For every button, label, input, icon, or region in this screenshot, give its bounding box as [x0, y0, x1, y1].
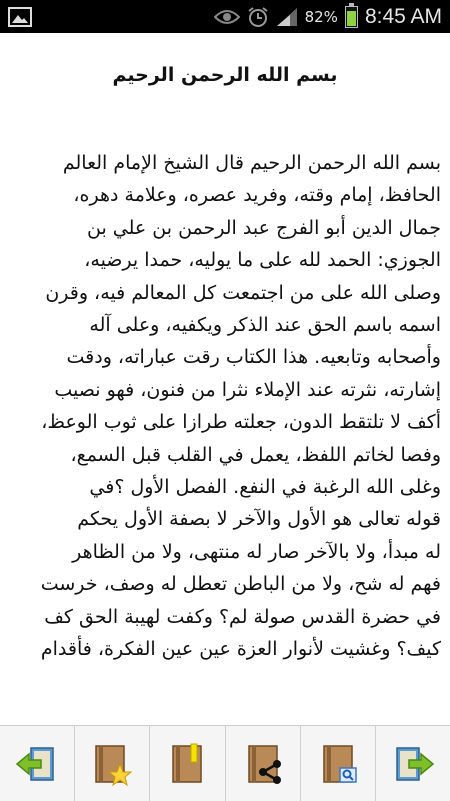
signal-icon — [276, 7, 298, 27]
status-bar-right — [214, 5, 450, 29]
gallery-icon — [8, 7, 32, 27]
eye-icon — [214, 9, 240, 25]
search-button[interactable] — [301, 726, 376, 801]
text-line: إشارته، نثرته عند الإملاء نثرا من فنون، فهو نصيب — [54, 378, 441, 401]
previous-page-button[interactable] — [0, 726, 75, 801]
favorite-button[interactable] — [75, 726, 150, 801]
book-text — [0, 147, 450, 666]
search-book-icon — [316, 742, 360, 786]
text-line: وأصحابه وتابعيه. هذا الكتاب رقت عباراته، ودقت — [66, 346, 441, 369]
share-button[interactable] — [226, 726, 301, 801]
text-line: الحافظ، إمام وقته، وفريد عصره، وعلامة دهره، — [73, 184, 441, 207]
clock: 8:45 AM — [364, 4, 442, 28]
text-line: الجوزي: الحمد لله على ما يوليه، حمدا يرضيه، — [84, 249, 441, 272]
status-bar-left — [0, 7, 32, 27]
text-line: وفصا لخاتم اللفظ، يعمل في القلب قبل السمع، — [70, 443, 441, 466]
text-line: وغلى الله الرغبة في النفع. الفصل الأول ؟في — [89, 476, 441, 499]
favorite-book-icon — [90, 742, 134, 786]
reader-content[interactable] — [0, 33, 450, 725]
bookmark-book-icon — [165, 742, 209, 786]
next-page-icon — [391, 742, 435, 786]
text-line: أكف لا تلتقط الدون، جعلته طرازا على ثوب الوعظ، — [41, 411, 441, 434]
share-book-icon — [241, 742, 285, 786]
alarm-icon — [247, 6, 269, 28]
text-line: في حضرة القدس صولة لم؟ وكفت لهيبة الحق كف — [44, 605, 441, 628]
text-line: كيف؟ وغشيت لأنوار العزة عين عين الفكرة، فأقدام — [40, 638, 441, 661]
battery-icon — [345, 6, 358, 28]
battery-percentage: 82% — [304, 7, 338, 26]
previous-page-icon — [15, 742, 59, 786]
status-bar — [0, 0, 450, 33]
text-line: قوله تعالى هو الأول والآخر لا بصفة الأول يحكم — [77, 508, 441, 531]
text-line: بسم الله الرحمن الرحيم قال الشيخ الإمام العالم — [62, 152, 441, 174]
bottom-toolbar — [0, 725, 450, 801]
next-page-button[interactable] — [376, 726, 450, 801]
text-line: جمال الدين أبو الفرج عبد الرحمن بن علي بن — [87, 216, 441, 239]
text-line: له مبدأ، ولا بالآخر صار له منتهى، ولا من الظاهر — [72, 540, 441, 563]
text-line: فهم له شح، ولا من الباطن تعطل له وصف، خرست — [40, 573, 441, 596]
text-line: وصلى الله على من اجتمعت كل المعالم فيه، وقرن — [45, 281, 441, 304]
page-title: بسم الله الرحمن الرحيم — [112, 64, 338, 86]
text-line: اسمه باسم الحق عند الذكر ويكفيه، وعلى آله — [89, 314, 441, 337]
bookmark-button[interactable] — [150, 726, 225, 801]
